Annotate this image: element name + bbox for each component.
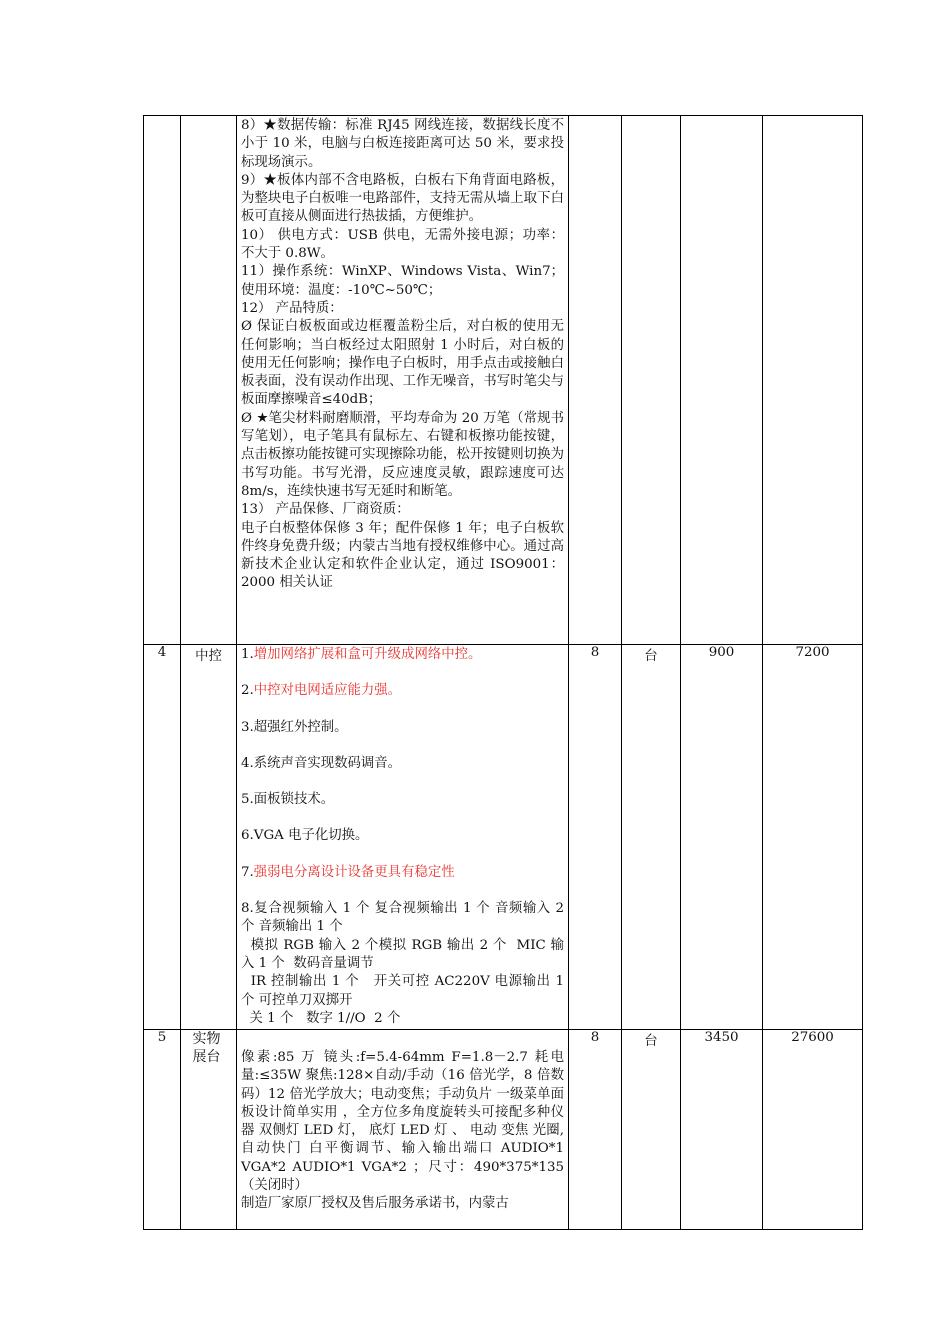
- item-name: 中控: [181, 645, 237, 1030]
- spec-paragraph: 11）操作系统：WinXP、Windows Vista、Win7；使用环境：温度：-10℃~50℃；: [241, 264, 564, 298]
- item-price: 3450: [681, 1030, 763, 1230]
- central-control-spec-text: [237, 645, 568, 1028]
- spec-paragraph: 制造厂家原厂授权及售后服务承诺书，内蒙古: [241, 1196, 509, 1212]
- item-total: 7200: [763, 645, 863, 1030]
- spec-paragraph: 12） 产品特质：: [241, 300, 343, 316]
- spec-item: [241, 827, 564, 845]
- spec-item-detail: 8.复合视频输入 1 个 复合视频输出 1 个 音频输入 2 个 音频输出 1 个: [241, 901, 569, 935]
- spec-paragraph: 电子白板整体保修 3 年；配件保修 1 年；电子白板软件终身免费升级；内蒙古当地有授权维修中心。通过高新技术企业认定和软件企业认定，通过 ISO9001：2000 相关认证: [241, 520, 564, 591]
- item-name: [181, 1030, 237, 1230]
- item-total: 27600: [763, 1030, 863, 1230]
- cell-num: [144, 116, 181, 645]
- spec-table: [143, 115, 863, 1230]
- spec-paragraph: 9）★板体内部不含电路板，白板右下角背面电路板，为整块电子白板唯一电路部件，支持无需从墙上取下白板可直接从侧面进行热拔插，方便维护。: [241, 172, 564, 225]
- row-number: 5: [144, 1030, 181, 1230]
- spec-paragraph: 8）★数据传输：标准 RJ45 网线连接，数据线长度不小于 10 米，电脑与白板连接距离可达 50 米，要求投标现场演示。: [241, 118, 564, 170]
- table-row-document-camera: [144, 1030, 863, 1230]
- spec-item-detail: 关 1 个 数字 1//O 2 个: [241, 1010, 401, 1026]
- spec-item: [241, 755, 564, 773]
- spec-paragraph: 像素:85 万 镜头:f=5.4-64mm F=1.8－2.7 耗电量:≤35W 聚焦:128×自动/手动（16 倍光学，8 倍数码）12 倍光学放大；电动变焦；手动负片 一级菜单面板设计简单实用 ，全方位多角度旋转头可接配多种仪器 双侧灯 LED 灯， 底灯 LED 灯 、 电动 变焦 光圈, 自动快门 白平衡调节、输入输出端口 AUDIO*1 VGA*2 AUDIO*1 VGA*2 ；尺寸：490*375*135（关闭时）: [241, 1050, 564, 1194]
- item-desc: [237, 645, 569, 1030]
- table-row-central-control: [144, 645, 863, 1030]
- item-unit: 台: [622, 1030, 681, 1230]
- spec-item-highlight: 增加网络扩展和盒可升级成网络中控。: [253, 647, 482, 662]
- cell-desc: [237, 116, 569, 645]
- spec-item-text: 1.: [241, 647, 254, 662]
- spec-item-text: 3.超强红外控制。: [241, 719, 348, 735]
- cell-name: [181, 116, 237, 645]
- cell-price: [681, 116, 763, 645]
- spec-item: [241, 682, 564, 700]
- spec-paragraph: Ø 保证白板板面或边框覆盖粉尘后，对白板的使用无任何影响；当白板经过太阳照射 1 小时后，对白板的使用无任何影响；操作电子白板时，用手点击或接触白板表面，没有误动作出现、工作无噪音，书写时笔尖与板面摩擦噪音≤40dB；: [241, 319, 564, 408]
- spec-item-text: 6.VGA 电子化切换。: [241, 828, 369, 844]
- spec-item: [241, 864, 564, 882]
- spec-item: [241, 719, 564, 737]
- whiteboard-spec-text: [237, 116, 568, 593]
- item-qty: 8: [569, 645, 622, 1030]
- spec-item-highlight: 中控对电网适应能力强。: [253, 683, 402, 699]
- spec-paragraph: Ø ★笔尖材料耐磨顺滑，平均寿命为 20 万笔（常规书写笔划），电子笔具有鼠标左、右键和板擦功能按键，点击板擦功能按键可实现擦除功能，松开按键则切换为书写功能。书写光滑，反应速度灵敏，跟踪速度可达 8m/s，连续快速书写无延时和断笔。: [241, 410, 564, 499]
- item-price: 900: [681, 645, 763, 1030]
- spec-item-detail: 模拟 RGB 输入 2 个模拟 RGB 输出 2 个 MIC 输入 1 个 数码音量调节: [241, 937, 564, 971]
- table-row-continued: [144, 116, 863, 645]
- row-number: 4: [144, 645, 181, 1030]
- item-unit: 台: [622, 645, 681, 1030]
- cell-total: [763, 116, 863, 645]
- spec-item-text: 5.面板锁技术。: [241, 792, 335, 808]
- spec-item: [241, 791, 564, 809]
- spec-item-text: 4.系统声音实现数码调音。: [241, 755, 402, 771]
- item-name-text: 实物展台: [192, 1031, 221, 1065]
- cell-qty: [569, 116, 622, 645]
- item-desc: [237, 1030, 569, 1230]
- spec-paragraph: 13） 产品保修、厂商资质：: [241, 502, 410, 518]
- spec-item: [241, 646, 564, 664]
- spec-item-text: 2.: [241, 683, 254, 699]
- spec-item-detail: IR 控制输出 1 个 开关可控 AC220V 电源输出 1 个 可控单刀双掷开: [241, 974, 569, 1008]
- item-qty: 8: [569, 1030, 622, 1230]
- spec-item-text: 7.: [241, 864, 254, 880]
- document-camera-spec-text: [237, 1030, 568, 1214]
- spec-item-highlight: 强弱电分离设计设备更具有稳定性: [253, 864, 455, 880]
- cell-unit: [622, 116, 681, 645]
- spec-paragraph: 10） 供电方式：USB 供电，无需外接电源；功率：不大于 0.8W。: [241, 227, 564, 262]
